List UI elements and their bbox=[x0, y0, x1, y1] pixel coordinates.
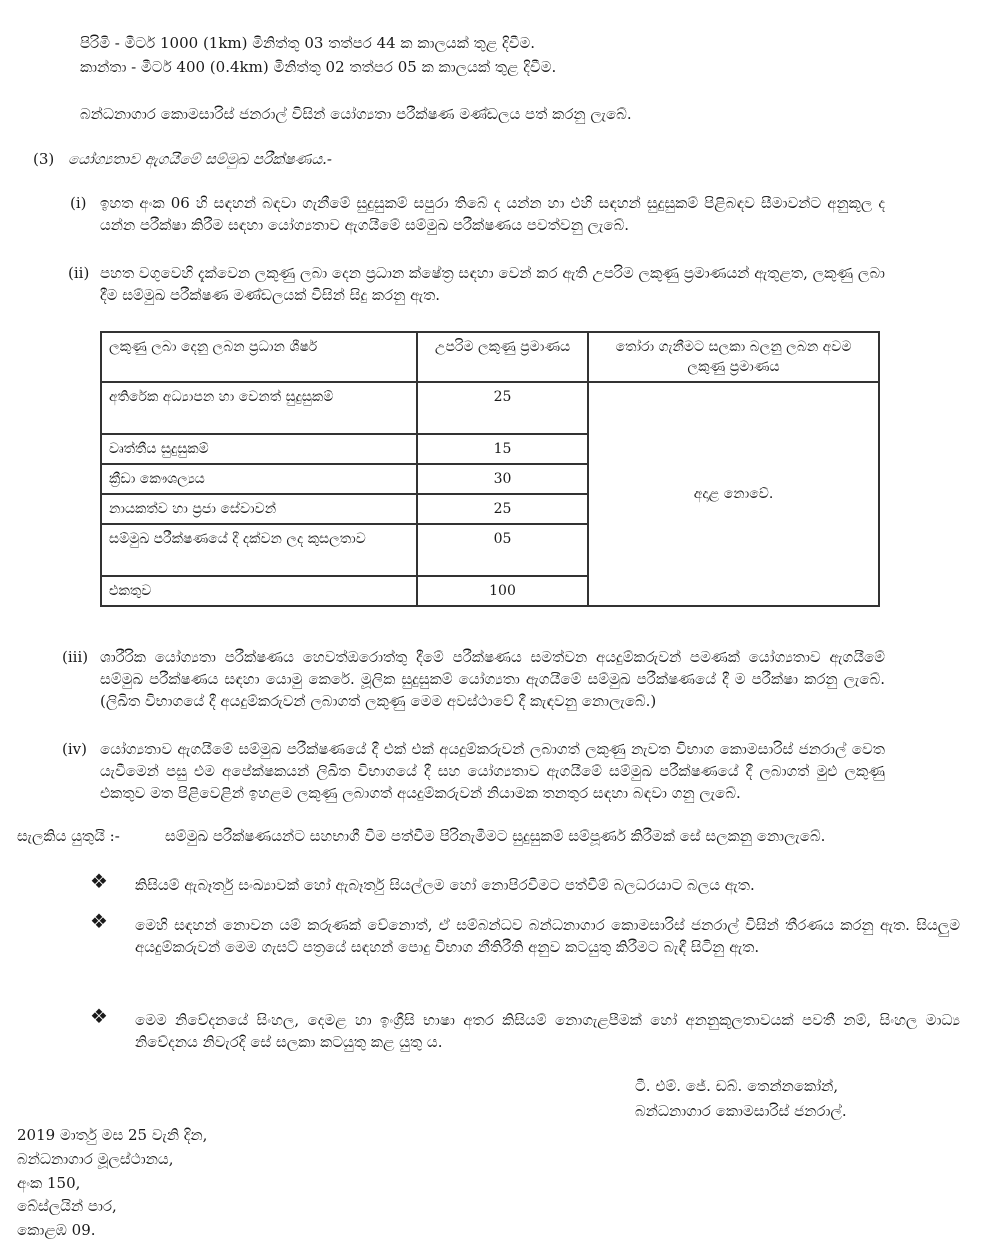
row-label: නායකත්ව හා ප්‍රජා සේවාවන් bbox=[101, 494, 417, 524]
bullet-text: මෙම නිවේදනයේ සිංහල, දෙමළ හා ඉංග්‍රීසි භාෂා අතර කිසියම් නොගැළපීමක් හෝ අනනුකූලතාවයක් පවතී නම්, සිංහල මාධ්‍ය නිවේදනය නිවැරදි සේ සලකා කටයුතු කළ යුතු ය. bbox=[135, 1011, 960, 1051]
row-label: සම්මුඛ පරීක්ෂණයේ දී දක්වන ලද කුසලතාව bbox=[101, 524, 417, 576]
address-line: අංක 150, bbox=[17, 1174, 81, 1192]
section-number: (3) bbox=[33, 150, 55, 168]
signatory-title: බන්ධනාගාර කොමසාරිස් ජනරාල්. bbox=[635, 1102, 847, 1120]
address-line: කොළඹ 09. bbox=[17, 1221, 96, 1239]
header-min-marks: තෝරා ගැනීමට සලකා බලනු ලබන අවම ලකුණු ප්‍රමාණය bbox=[588, 332, 879, 382]
date-line: 2019 මාර්තු මස 25 වැනි දින, bbox=[17, 1126, 208, 1144]
item-text: ඉහත අංක 06 හි සඳහන් බඳවා ගැනීමේ සුදුසුකම් සපුරා තිබේ ද යන්න හා එහි සඳහන් සුදුසුකම් පිළිබඳව සීමාවන්ට අනුකූල ද යන්න පරීක්ෂා කිරීම සඳහා යෝග්‍යතාව ඇගයීමේ සම්මුඛ පරීක්ෂණය පවත්වනු ලැබේ. bbox=[100, 194, 885, 234]
item-text: යෝග්‍යතාව ඇගයීමේ සම්මුඛ පරීක්ෂණයේ දී එක් එක් අයදුම්කරුවන් ලබාගත් ලකුණු නැවත විභාග කොමසාරිස් ජනරාල් වෙත යැවීමෙන් පසු එම අපේක්ෂකයන් ලිඛිත විභාගයේ දී සහ යෝග්‍යතාව ඇගයීමේ සම්මුඛ පරීක්ෂණයේ දී ලබාගත් මුළු ලකුණු එකතුව මත පිළිවෙළින් ඉහළම ලකුණු ලබාගත් අයදුම්කරුවන් නියාමක තනතුර සඳහා බඳවා ගනු ලැබේ. bbox=[100, 740, 885, 802]
section-title: යෝග්‍යතාව ඇගයීමේ සම්මුඛ පරීක්ෂණය.- bbox=[68, 150, 332, 168]
row-label: අතිරේක අධ්‍යාපන හා වෙනත් සුදුසුකම් bbox=[101, 382, 417, 434]
bullet-text: කිසියම් ඇබෑර්තු සංඛ්‍යාවක් හෝ ඇබෑර්තු සියල්ලම හෝ නොපිරවීමට පත්වීම් බලධරයාට බලය ඇත. bbox=[135, 876, 755, 894]
row-max: 25 bbox=[417, 382, 588, 434]
note-text: සම්මුඛ පරීක්ෂණයන්ට සහභාගී වීම පත්වීම පිරිනැමීමට සුදුසුකම් සම්පූර්ණ කිරීමක් සේ සලකනු නොලැබේ. bbox=[165, 827, 826, 845]
marks-table bbox=[100, 331, 880, 607]
diamond-bullet-icon: ❖ bbox=[90, 909, 108, 933]
row-max: 30 bbox=[417, 464, 588, 494]
row-label: එකතුව bbox=[101, 576, 417, 606]
min-marks-note: අදාළ නොවේ. bbox=[588, 382, 879, 606]
item-text: පහත වගුවෙහි දැක්වෙන ලකුණු ලබා දෙන ප්‍රධාන ක්ෂේත්‍ර සඳහා වෙන් කර ඇති උපරිම ලකුණු ප්‍රමාණයන් ඇතුළත, ලකුණු ලබා දීම සම්මුඛ පරීක්ෂණ මණ්ඩලයක් විසින් සිදු කරනු ඇත. bbox=[100, 264, 885, 304]
row-label: වෘත්තීය සුදුසුකම් bbox=[101, 434, 417, 464]
bullet-text: මෙහි සඳහන් නොවන යම් කරුණක් වේනොත්, ඒ සම්බන්ධව බන්ධනාගාර කොමසාරිස් ජනරාල් විසින් තීරණය කරනු ඇත. සියලුම අයදුම්කරුවන් මෙම ගැසට් පත්‍රයේ සඳහන් පොදු විභාග නීතිරීති අනුව කටයුතු කිරීමට බැඳී සිටිනු ඇත. bbox=[135, 916, 960, 956]
row-max: 25 bbox=[417, 494, 588, 524]
board-appointment-note: බන්ධනාගාර කොමසාරිස් ජනරාල් විසින් යෝග්‍යතා පරීක්ෂණ මණ්ඩලය පත් කරනු ලැබේ. bbox=[80, 105, 632, 123]
header-criteria: ලකුණු ලබා දෙනු ලබන ප්‍රධාන ශීර්ෂ bbox=[101, 332, 417, 382]
address-line: බන්ධනාගාර මූලස්ථානය, bbox=[17, 1150, 174, 1168]
row-max: 05 bbox=[417, 524, 588, 576]
diamond-bullet-icon: ❖ bbox=[90, 869, 108, 893]
item-number: (i) bbox=[70, 194, 87, 212]
male-run-requirement: පිරිමි - මීටර් 1000 (1km) මිනිත්තු 03 තත්පර 44 ක කාලයක් තුළ දිවීම. bbox=[80, 34, 536, 52]
header-max-marks: උපරිම ලකුණු ප්‍රමාණය bbox=[417, 332, 588, 382]
item-text: ශාරීරික යෝග්‍යතා පරීක්ෂණය හෙවත්ඔරොත්තු දීමේ පරීක්ෂණය සමත්වන අයදුම්කරුවන් පමණක් යෝග්‍යතාව ඇගයීමේ සම්මුඛ පරීක්ෂණය සඳහා යොමු කෙරේ. මූලික සුදුසුකම් යෝග්‍යතා ඇගයීමේ සම්මුඛ පරීක්ෂණයේ දී ම පරීක්ෂා කරනු ලැබේ. (ලිඛිත විභාගයේ දී අයදුම්කරුවන් ලබාගත් ලකුණු මෙම අවස්ථාවේ දී කැඳවනු නොලැබේ.) bbox=[100, 648, 885, 710]
item-number: (iii) bbox=[62, 648, 89, 666]
table-row bbox=[101, 382, 879, 434]
row-max: 100 bbox=[417, 576, 588, 606]
item-number: (ii) bbox=[68, 264, 90, 282]
row-label: ක්‍රීඩා කෞශල්‍යය bbox=[101, 464, 417, 494]
signatory-name: ටී. එම්. ජේ. ඩබ්. තෙන්නකෝන්, bbox=[635, 1077, 839, 1095]
row-max: 15 bbox=[417, 434, 588, 464]
diamond-bullet-icon: ❖ bbox=[90, 1004, 108, 1028]
female-run-requirement: කාන්තා - මීටර් 400 (0.4km) මිනිත්තු 02 තත්පර 05 ක කාලයක් තුළ දිවීම. bbox=[80, 58, 557, 76]
table-header-row bbox=[101, 332, 879, 382]
item-number: (iv) bbox=[62, 740, 87, 758]
note-label: සැලකිය යුතුයි :- bbox=[17, 827, 120, 845]
address-line: බේස්ලයින් පාර, bbox=[17, 1197, 117, 1215]
